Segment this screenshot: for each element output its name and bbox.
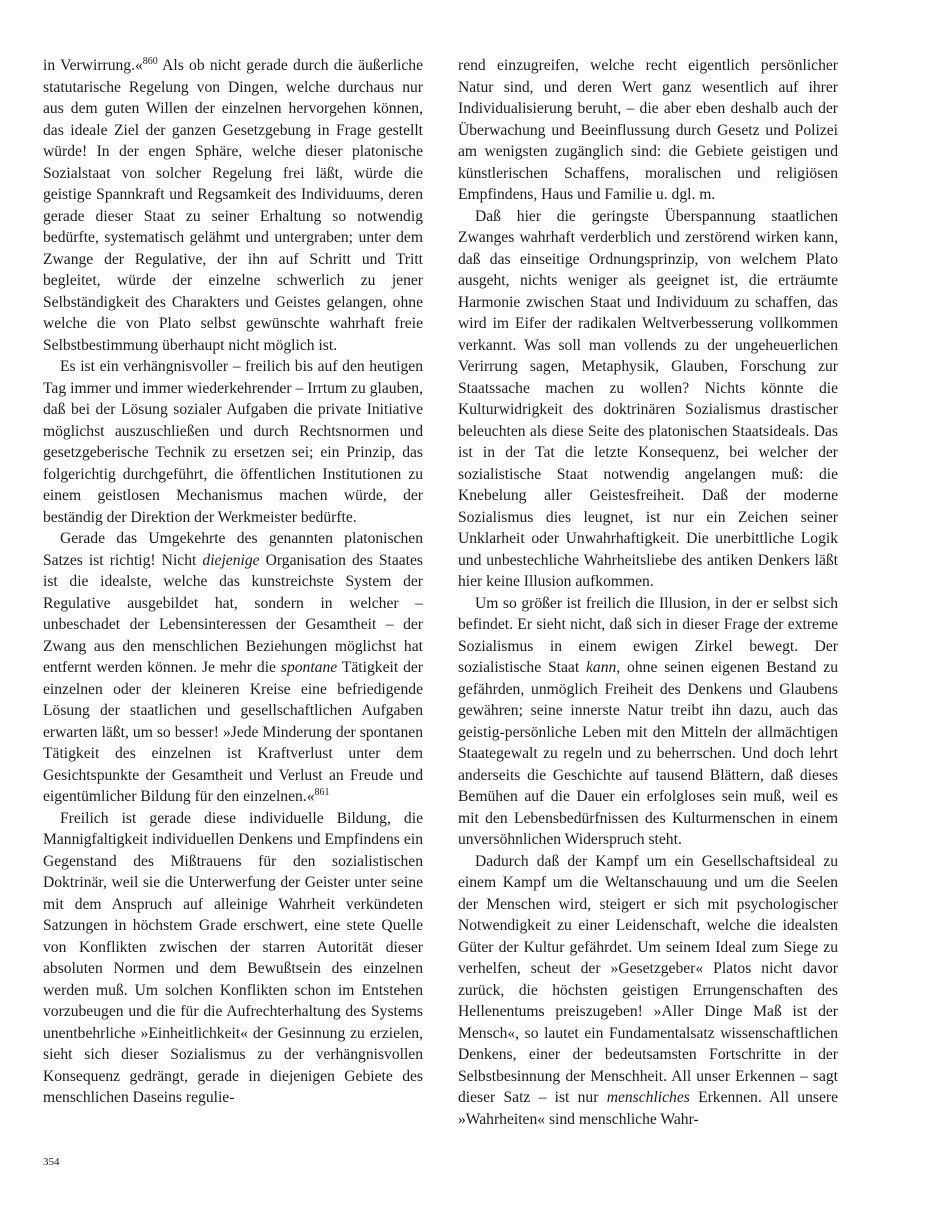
emphasis-text: spontane (280, 659, 338, 676)
left-column (43, 55, 423, 1109)
paragraph (458, 55, 838, 206)
page-number: 354 (43, 1156, 60, 1168)
paragraph (458, 593, 838, 851)
paragraph-text: Erkennen. All unsere »Wahrheiten« sind menschliche Wahr- (458, 1089, 839, 1128)
emphasis-text: kann, (586, 659, 621, 676)
footnote-marker[interactable]: 860 (142, 56, 158, 67)
paragraph-text: Gerade das Umgekehrte des genannten platonischen Satzes ist richtig! Nicht (43, 530, 423, 569)
paragraph-text: Dadurch daß der Kampf um ein Gesellschaftsideal zu einem Kampf um die Weltanschauung und um die Seelen der Menschen wird, steigert er sich mit psychologischer Notwendigkeit zu einer Leidenschaft, welche die idealsten Güter der Kultur gefährdet. Um seinem Ideal zum Siege zu verhelfen, scheut der »Gesetzgeber« Platos nicht davor zurück, die höchsten geistigen Errungenschaften des Hellenentums preiszugeben! »Aller Dinge Maß ist der Mensch«, so lautet ein Fundamentalsatz wissenschaftlichen Denkens, einer der bedeutsamsten Fortschritte in der Selbstbesinnung der Menschheit. All unser Erkennen – sagt dieser Satz – ist nur (458, 852, 838, 1106)
paragraph-text: Freilich ist gerade diese individuelle Bildung, die Mannigfaltigkeit individuellen Denkens und Empfindens ein Gegenstand des Mißtrauens für den sozialistischen Doktrinär, weil sie die Unterwerfung der Geister unter seine mit dem Anspruch auf alleinige Wahrheit verkündeten Satzungen in höchstem Grade erschwert, eine stete Quelle von Konflikten zwischen der starren Autorität dieser absoluten Normen und dem Bewußtsein des einzelnen werden muß. Um solchen Konflikten schon im Entstehen vorzubeugen und die für die Aufrechterhaltung des Systems unentbehrliche »Einheitlichkeit« der Gesinnung zu erzielen, sieht sich dieser Sozialismus zu der verhängnisvollen Konsequenz gedrängt, gerade in diejenigen Gebiete des menschlichen Daseins regulie- (43, 809, 423, 1106)
paragraph (43, 528, 423, 808)
paragraph (43, 356, 423, 528)
paragraph-text: Als ob nicht gerade durch die äußerliche statutarische Regelung von Dingen, welche durchaus nur aus dem guten Willen der einzelnen hervorgehen können, das ideale Ziel der ganzen Gesetzgebung in Frage gestellt würde! In der engen Sphäre, welche dieser platonische Sozialstaat von solcher Regelung frei läßt, würde die geistige Spannkraft und Regsamkeit des Individuums, deren gerade dieser Staat zu seiner Erhaltung so notwendig bedürfte, systematisch gelähmt und untergraben; unter dem Zwange der Regulative, der ihn auf Schritt und Tritt begleitet, würde der einzelne schwerlich zu jener Selbständigkeit des Charakters und Geistes gelangen, ohne welche die von Plato selbst gewünschte wahrhaft freie Selbstbestimmung überhaupt nicht möglich ist. (43, 57, 423, 354)
paragraph-text: rend einzugreifen, welche recht eigentlich persönlicher Natur sind, und deren Wert ganz wesentlich auf ihrer Individualisierung beruht, – die aber eben deshalb auch der Überwachung und Beeinflussung durch Gesetz und Polizei am wenigsten zugänglich sind: die Gebiete geistigen und künstlerischen Schaffens, moralischen und religiösen Empfindens, Haus und Familie u. dgl. m. (458, 57, 838, 203)
paragraph (458, 206, 838, 593)
paragraph (43, 808, 423, 1109)
paragraph (458, 851, 838, 1131)
paragraph-text: in Verwirrung.« (43, 57, 143, 74)
paragraph-text: Um so größer ist freilich die Illusion, in der er selbst sich befindet. Er sieht nicht, daß sich in dieser Frage der extreme Sozialismus in einem ewigen Zirkel bewegt. Der sozialistische Staat (458, 594, 838, 676)
paragraph-text: Tätigkeit der einzelnen oder der kleineren Kreise eine befriedigende Lösung der staatlichen und gesellschaftlichen Aufgaben erwarten läßt, um so besser! »Jede Minderung der spontanen Tätigkeit des einzelnen ist Kraftverlust unter dem Gesichtspunkte der Gesamtheit und Verlust an Freude und eigentümlicher Bildung für den einzelnen.« (43, 659, 423, 805)
paragraph-text: Es ist ein verhängnisvoller – freilich bis auf den heutigen Tag immer und immer wiederkehrender – Irrtum zu glauben, daß bei der Lösung sozialer Aufgaben die private Initiative möglichst auszuschließen und durch Rechtsnormen und gesetzgeberische Technik zu ersetzen sei; ein Prinzip, das folgerichtig durchgeführt, die öffentlichen Institutionen zu einem geistlosen Mechanismus machen würde, der beständig der Direktion der Werkmeister bedürfte. (43, 358, 423, 526)
paragraph-text: Organisation des Staates ist die idealste, welche das kunstreichste System der Regulative ausgebildet hat, sondern in welcher – unbeschadet der Lebensinteressen der Gesamtheit – der Zwang aus den menschlichen Beziehungen möglichst hat entfernt werden können. Je mehr die (43, 551, 423, 676)
paragraph (43, 55, 423, 356)
emphasis-text: diejenige (202, 551, 260, 569)
emphasis-text: menschliches (606, 1089, 690, 1106)
footnote-marker[interactable]: 861 (314, 787, 330, 798)
paragraph-text: Daß hier die geringste Überspannung staatlichen Zwanges wahrhaft verderblich und zerstörend wirken kann, daß das einseitige Ordnungsprinzip, von welchem Plato ausgeht, nichts weniger als geeignet ist, die erträumte Harmonie zwischen Staat und Individuum zu schaffen, das wird im Eifer der radikalen Weltverbesserung vollkommen verkannt. Was soll man vollends zu der ungeheuerlichen Verirrung sagen, Metaphysik, Glauben, Forschung zur Staatssache machen zu wollen? Nichts könnte die Kulturwidrigkeit des doktrinären Sozialismus drastischer beleuchten als diese Seite des platonischen Staatsideals. Das ist in der Tat die letzte Konsequenz, bei welcher der sozialistische Staat notwendig angelangen muß: die Knebelung aller Geistesfreiheit. Daß der moderne Sozialismus dies leugnet, ist nur ein Zeichen seiner Unklarheit oder Unwahrhaftigkeit. Die unerbittliche Logik und unbestechliche Wahrheitsliebe des antiken Denkers läßt hier keine Illusion aufkommen. (458, 207, 838, 590)
right-column (458, 55, 838, 1130)
paragraph-text: ohne seinen eigenen Bestand zu gefährden, unmöglich Freiheit des Denkens und Glaubens gewähren; seine innerste Natur treibt ihn dazu, auch das geistig-persönliche Leben mit den Mitteln der allmächtigen Staategewalt zu regeln und zu beherrschen. Und doch lehrt anderseits die Geschichte auf tausend Blättern, daß dieses Bemühen auf die Dauer ein erfolgloses sein muß, weil es mit den Lebensbedürfnissen des Kulturmenschen in einem unversöhnlichen Widerspruch steht. (458, 659, 838, 848)
